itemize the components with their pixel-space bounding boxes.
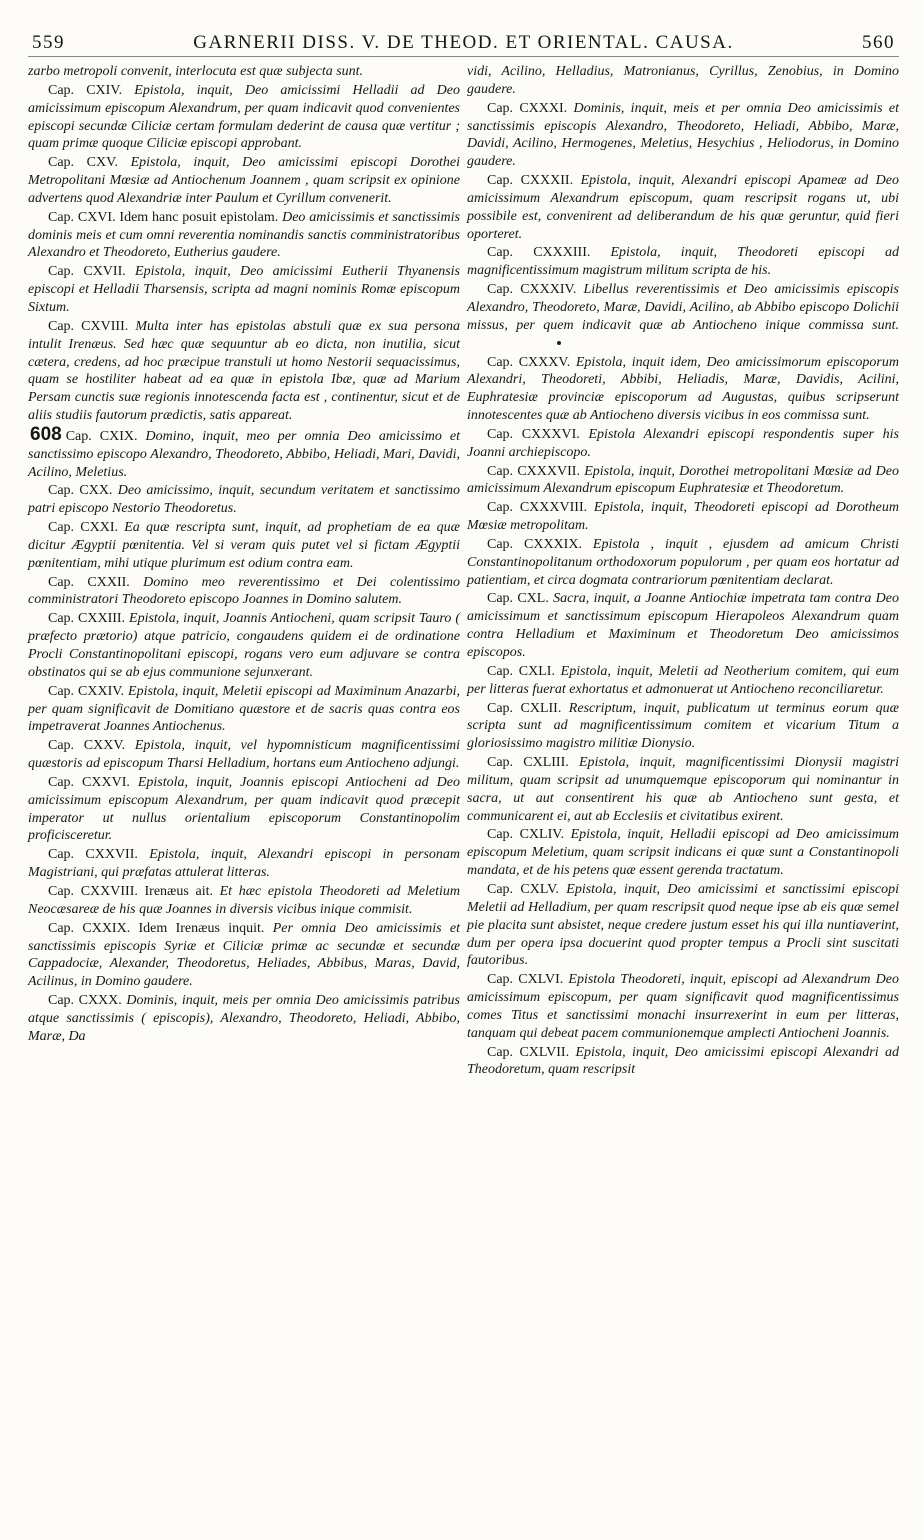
- chapter-text: Epistola, inquit, Deo amicissimi episcopi Alexandri ad Theodoretum, quam rescripsit: [467, 1044, 899, 1078]
- chapter-entry: [467, 663, 899, 699]
- chapter-heading: Cap. CXVI. Idem hanc posuit epistolam.: [48, 209, 283, 225]
- chapter-heading: Cap. CXXIX. Idem Irenæus inquit.: [48, 920, 273, 936]
- chapter-text: Epistola, inquit, Deo amicissimi Eutherii Thyanensis episcopi et Helladii Tharsensis, scripta ad magni nominis Romæ episcopum Sixtum.: [28, 264, 460, 315]
- chapter-heading: Cap. CXXXIII.: [487, 245, 611, 261]
- chapter-text: Domino, inquit, meo per omnia Deo amicissimo et sanctissimo episcopo Alexandro, Theodoreto, Abbibo, Heliadi, Mari, Davidi, Acilino, Meletius.: [28, 428, 460, 480]
- chapter-entry: [467, 281, 899, 352]
- chapter-heading: Cap. CXVIII.: [48, 318, 136, 334]
- chapter-text: Epistola, inquit idem, Deo amicissimorum episcoporum Alexandri, Theodoreti, Abbibi, Heliadis, Maræ, Davidis, Acilini, Euphratesiæ provinciæ episcoporum ad Augustas, quibus scripserunt innotescentes quæ ab Antiocheno diversis vicibus in eos commissa sunt.: [467, 354, 899, 424]
- chapter-text: Multa inter has epistolas abstuli quæ ex sua persona intulit Irenæus. Sed hæc quæ sequuntur ab eo dicta, non inutilia, sicut cætera, credens, ad hoc præcipue transtuli ut homo Nestorii sequacissimus, quam se hostiliter habeat ad ea quæ in epistola Ibæ, quæ ad Marium Persam cunctis suæ regionis innotescenda facta est , continentur, sicut et de aliis studiis fautorum prædictis, satis appareat.: [28, 318, 460, 424]
- chapter-entry: [467, 244, 899, 280]
- chapter-heading: Cap. CXXVII.: [48, 847, 150, 863]
- chapter-text: Epistola Theodoreti, inquit, episcopi ad Alexandrum Deo amicissimum episcopum, per quam significavit quod magnificentissimus comes Titus et sanctissimi monachi insurrexerint in eum per litteras, tanquam qui debeat pacem communionemque amplecti Antiocheni Joannis.: [467, 972, 899, 1041]
- right-column: [467, 63, 899, 1079]
- chapter-text: Epistola, inquit, vel hypomnisticum magnificentissimi quæstoris ad episcopum Tharsi Helladium, hortans eum Antiocheno adjungi.: [28, 738, 460, 772]
- chapter-heading: Cap. CXLVI.: [487, 972, 569, 988]
- chapter-heading: Cap. CXLII.: [487, 700, 569, 716]
- chapter-text: Epistola, inquit, Deo amicissimi Helladii ad Deo amicissimum episcopum Alexandrum, per quam indicavit quod convenientes episcopi secundæ Ciliciæ certam formulam dederint de causa quæ vertitur ; quam primæ quoque Ciliciæ episcopi approbant.: [28, 82, 461, 152]
- chapter-entry: [467, 1044, 899, 1080]
- chapter-entry: [28, 610, 460, 681]
- chapter-heading: Cap. CXVII.: [48, 264, 136, 280]
- chapter-text: Epistola, inquit, Joannis Antiocheni, quam scripsit Tauro ( præfecto prætorio) atque patricio, congaudens quidem ei de ordinatione Procli Constantinopolitani episcopi, rogans vero eum adjuvare se contra obstinatos qui se ab ejus communione sejunxerant.: [28, 611, 460, 680]
- chapter-heading: Cap. CXXVIII. Irenæus ait.: [48, 883, 220, 899]
- chapter-entry: [28, 154, 460, 208]
- chapter-text: Epistola, inquit, Theodoreti episcopi ad magnificentissimum magistrum militum scripta de his.: [467, 245, 899, 279]
- chapter-text: Dominis, inquit, meis et per omnia Deo amicissimis et sanctissimis episcopis Alexandro, Theodoreto, Heliadi, Abbibo, Maræ, Davidi, Acilino, Hermogenes, Meletius, Hesychius , Heliodorus, in Domino gaudere.: [467, 100, 900, 170]
- chapter-text: Epistola , inquit , ejusdem ad amicum Christi Constantinopolitanum orthodoxorum populorum , per quam eos hortatur ad patientiam, et circa dogmata contrariorum pœnitentiam declarat.: [467, 536, 899, 588]
- chapter-heading: Cap. CXXII.: [48, 574, 144, 590]
- chapter-entry: [467, 426, 899, 462]
- chapter-text: Epistola, inquit, Theodoreti episcopi ad Dorotheum Mœsiæ metropolitam.: [467, 500, 899, 534]
- chapter-heading: Cap. CXXXII.: [487, 173, 581, 189]
- chapter-entry: [28, 263, 460, 317]
- chapter-entry: [467, 172, 899, 243]
- margin-page-number: 608: [30, 423, 62, 445]
- chapter-entry: [28, 519, 460, 573]
- chapter-heading: Cap. CXLI.: [487, 663, 561, 679]
- chapter-heading: Cap. CXXXVI.: [487, 426, 589, 442]
- print-mark: [557, 341, 561, 345]
- chapter-entry: [28, 318, 460, 425]
- chapter-text: Epistola, inquit, Meletii episcopi ad Maximinum Anazarbi, per quam significavit de Domitiano quæstore et de sacris quas contra eos impetraverat Joannes Antiochenus.: [28, 683, 460, 735]
- left-column: [28, 63, 460, 1079]
- chapter-entry: [467, 536, 899, 590]
- chapter-entry: [467, 881, 899, 970]
- chapter-entry: [28, 574, 460, 610]
- chapter-entry: [28, 883, 460, 919]
- chapter-heading: Cap. CXXXI.: [487, 100, 574, 116]
- chapter-text: Epistola, inquit, Deo amicissimi episcopi Dorothei Metropolitani Mœsiæ ad Antiochenum Joannem , quam scripsit ex opinione advertens quod Alexandriæ inter Paulum et Cyrillum convenerit.: [28, 155, 460, 206]
- chapter-text: Epistola, inquit, Dorothei metropolitani Mœsiæ ad Deo amicissimum Alexandrum episcopum Euphratesiæ et Theodoretum.: [467, 463, 900, 497]
- chapter-text: zarbo metropoli convenit, interlocuta est quæ subjecta sunt.: [28, 64, 364, 79]
- chapter-text: Dominis, inquit, meis per omnia Deo amicissimis patribus atque sanctissimis ( episcopis), Alexandro, Theodoreto, Heliadi, Abbibo, Maræ, Da: [28, 993, 460, 1044]
- chapter-entry: [467, 754, 899, 825]
- chapter-text: Per omnia Deo amicissimis et sanctissimis episcopis Syriæ et Ciliciæ primæ ac secundæ et secundæ Cappadociæ, Alexander, Theodoretus, Heliades, Abbibus, Maras, David, Acilinus, in Domino gaudere.: [28, 920, 460, 990]
- chapter-heading: Cap. CXV.: [48, 155, 131, 171]
- chapter-entry: [28, 992, 460, 1046]
- chapter-text: Deo amicissimis et sanctissimis dominis meis et cum omni reverentia nominandis sanctis comministratoribus Alexandro et Theodoreto, Eutherius gaudere.: [28, 209, 460, 261]
- page-number-right: 560: [862, 32, 895, 53]
- chapter-text: Epistola, inquit, Meletii ad Neotherium comitem, qui eum per litteras fuerat exhortatus et admonuerat ut Antiocheno reconciliaretur.: [467, 663, 899, 697]
- chapter-entry: [467, 499, 899, 535]
- chapter-text: Epistola Alexandri episcopi respondentis super his Joanni archiepiscopo.: [467, 426, 899, 460]
- chapter-heading: Cap. CXXIII.: [48, 611, 130, 627]
- chapter-entry: [28, 63, 460, 81]
- chapter-entry: [28, 774, 460, 845]
- chapter-entry: [467, 700, 899, 754]
- chapter-entry: [467, 826, 899, 880]
- chapter-entry: [28, 82, 460, 153]
- chapter-entry: [28, 846, 460, 882]
- chapter-heading: Cap. CXXXV.: [487, 354, 576, 370]
- chapter-text: Et hæc epistola Theodoreti ad Meletium Neocæsareæ de his quæ Joannes in diversis vicibus inique commisit.: [28, 883, 460, 917]
- chapter-entry: [28, 209, 460, 263]
- chapter-heading: Cap. CXIX.: [65, 428, 146, 444]
- chapter-heading: Cap. CXLIV.: [487, 827, 571, 843]
- chapter-text: Deo amicissimo, inquit, secundum veritatem et sanctissimo patri episcopo Nestorio Theodoretus.: [28, 483, 460, 517]
- chapter-heading: Cap. CXLV.: [487, 881, 567, 897]
- running-header: [28, 30, 899, 57]
- chapter-text: Ea quæ rescripta sunt, inquit, ad prophetiam de ea quæ dicitur Ægyptii pœnitentia. Vel si veram quis putet vel si fictam Ægyptii pœnitentiam, mihi utique plurimum est odium contra eam.: [28, 520, 460, 571]
- chapter-entry: [467, 100, 899, 171]
- chapter-heading: Cap. CXXVI.: [48, 774, 138, 790]
- chapter-heading: Cap. CXXXIV.: [487, 282, 584, 298]
- chapter-text: Epistola, inquit, magnificentissimi Dionysii magistri militum, quam scripsit ad unumquemque episcoporum qui nominantur in sacra, ut aut consentirent his quæ ab Antiocheno sunt gesta, et communicarent ei, aut ab Ecclesiis et civitatibus exirent.: [467, 755, 899, 824]
- chapter-entry: [28, 683, 460, 737]
- chapter-entry: [467, 63, 899, 99]
- chapter-heading: Cap. CXLVII.: [487, 1044, 576, 1060]
- chapter-heading: Cap. CXXXIX.: [487, 536, 593, 552]
- chapter-heading: Cap. CXXXVIII.: [487, 500, 594, 516]
- chapter-heading: Cap. CXL.: [487, 591, 554, 607]
- chapter-entry: [467, 354, 899, 425]
- chapter-text: Epistola, inquit, Alexandri episcopi Apameæ ad Deo amicissimum Alexandrum episcopum, quam rescripsit rogans ut, ubi possibile est, convenirent ad deliberandum de his quæ geruntur, quid fieri oporteret.: [467, 173, 900, 242]
- page-number-left: 559: [32, 32, 65, 53]
- chapter-heading: Cap. CXXI.: [48, 520, 125, 536]
- chapter-text: Sacra, inquit, a Joanne Antiochiæ impetrata tam contra Deo amicissimum et sanctissimum episcopum Hierapoleos Alexandrum quam contra Helladium et Maximinum et Theodoretum Deo amicissimos episcopos.: [467, 591, 899, 660]
- chapter-text: Libellus reverentissimis et Deo amicissimis episcopis Alexandro, Theodoreto, Maræ, Davidi, Acilino, ab Abbibo episcopo Dolichii missus, per quem indicavit quæ ab Antiocheno inique commissa sunt.: [467, 282, 899, 333]
- chapter-heading: Cap. CXXX.: [48, 993, 127, 1009]
- chapter-entry: [28, 482, 460, 518]
- chapter-entry: [467, 590, 899, 661]
- chapter-entry: [28, 737, 460, 773]
- chapter-text: Epistola, inquit, Joannis episcopi Antiocheni ad Deo amicissimum episcopum Alexandrum, per quam indicavit quod præcepit imperator ut nullus orientalium episcoporum Constantinopolim proficisceretur.: [28, 774, 460, 844]
- chapter-text: Rescriptum, inquit, publicatum ut terminus eorum quæ scripta sunt ad magnificentissimum comitem et vicarium Titum a gloriosissimo magistro militiæ Dionysio.: [467, 700, 899, 752]
- chapter-heading: Cap. CXLIII.: [487, 755, 579, 771]
- chapter-text: Epistola, inquit, Deo amicissimi et sanctissimi episcopi Meletii ad Helladium, per quam rescripsit quod neque ipse ab eis quæ semel pie placita sunt absistet, neque credere justum esset his qui illa nuntiaverint, dum per opera ipsa docuerint quod propter tempus a Procli sint suscitati fautoribus.: [467, 881, 899, 969]
- chapter-entry: [28, 423, 460, 482]
- chapter-entry: [467, 971, 899, 1042]
- chapter-heading: Cap. CXXIV.: [48, 683, 129, 699]
- chapter-text: Epistola, inquit, Alexandri episcopi in personam Magistriani, qui præfatas attulerat litteras.: [28, 847, 460, 881]
- chapter-text: Domino meo reverentissimo et Dei colentissimo comministratori Theodoreto episcopo Joannes in Domino salutem.: [28, 574, 461, 608]
- two-column-body: [28, 63, 899, 1079]
- chapter-text: vidi, Acilino, Helladius, Matronianus, Cyrillus, Zenobius, in Domino gaudere.: [467, 64, 899, 97]
- chapter-entry: [28, 920, 460, 991]
- chapter-heading: Cap. CXXV.: [48, 738, 135, 754]
- running-title: GARNERII DISS. V. DE THEOD. ET ORIENTAL. CAUSA.: [193, 32, 734, 53]
- chapter-entry: [467, 463, 899, 499]
- chapter-heading: Cap. CXXXVII.: [487, 463, 585, 479]
- chapter-heading: Cap. CXX.: [48, 483, 118, 499]
- chapter-text: Epistola, inquit, Helladii episcopi ad Deo amicissimum episcopum Meletium, quam scripsit indicans ei quæ sunt a Constantinopoli mandata, et de his petens quæ essent gerenda tractatum.: [467, 827, 899, 879]
- chapter-heading: Cap. CXIV.: [48, 82, 135, 98]
